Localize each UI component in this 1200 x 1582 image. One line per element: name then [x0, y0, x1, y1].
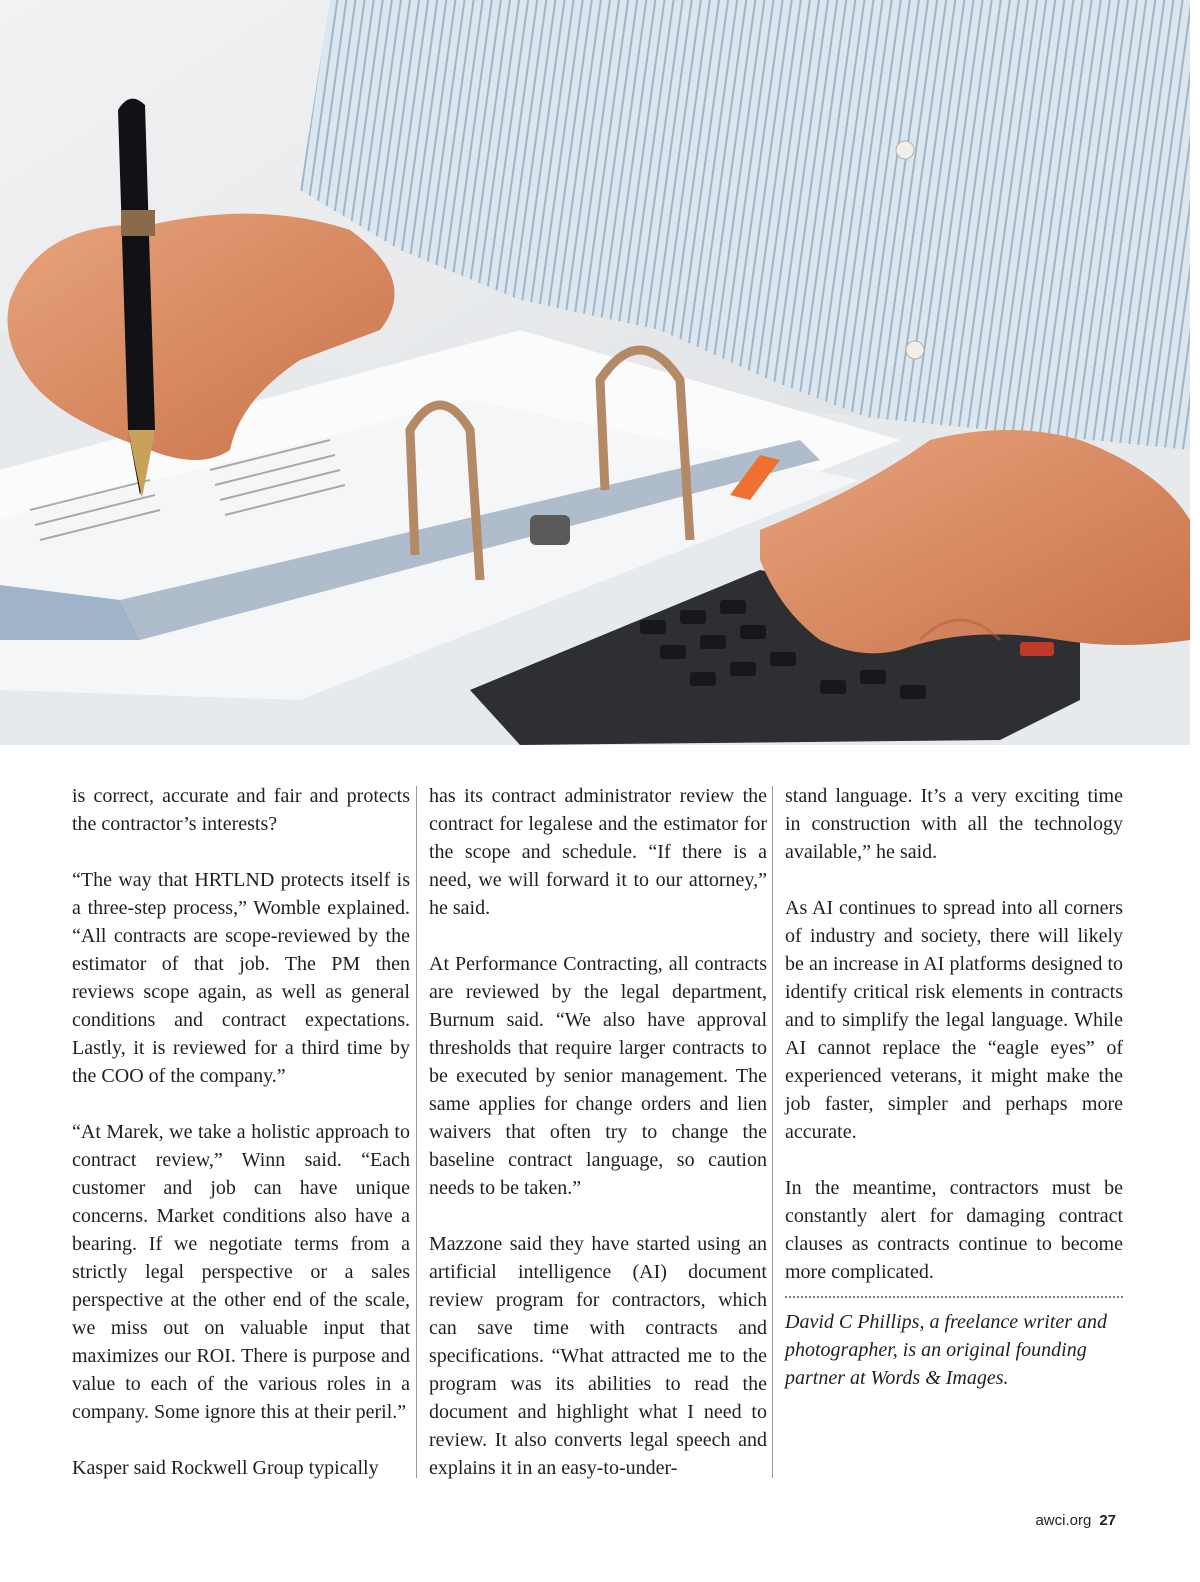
paragraph: has its contract administrator review the contract for legalese and the estimator for the scope and schedule. “If there is a need, we will forward it to our attorney,” he said.	[429, 785, 767, 919]
paragraph: Kasper said Rockwell Group typically	[72, 1457, 379, 1479]
column-divider	[416, 786, 417, 1478]
page-footer	[1035, 1512, 1116, 1529]
paragraph: “At Marek, we take a holistic approach to contract review,” Winn said. “Each customer and job can have unique concerns. Market conditions also have a bearing. If we negotiate terms from a strictly legal perspective or a sales perspective at the other end of the scale, we miss out on valuable input that maximizes our ROI. There is purpose and value to each of the various roles in a company. Some ignore this at their peril.”	[72, 1121, 410, 1423]
photo-hands-contract-calculator-icon	[0, 0, 1190, 745]
paragraph: At Performance Contracting, all contracts are reviewed by the legal department, Burnum said. “We also have approval thresholds that require larger contracts to be executed by senior management. The same applies for change orders and lien waivers that often try to change the baseline contract language, so caution needs to be taken.”	[429, 953, 767, 1199]
paragraph: In the meantime, contractors must be constantly alert for damaging contract clauses as contracts continue to become more complicated.	[785, 1177, 1123, 1283]
hero-photo	[0, 0, 1190, 745]
paragraph: is correct, accurate and fair and protects the contractor’s interests?	[72, 785, 410, 835]
bio-divider	[785, 1296, 1123, 1298]
paragraph: As AI continues to spread into all corners of industry and society, there will likely be an increase in AI platforms designed to identify critical risk elements in contracts and to simplify the legal language. While AI cannot replace the “eagle eyes” of experienced veterans, it might make the job faster, simpler and perhaps more accurate.	[785, 897, 1123, 1143]
author-bio: David C Phillips, a freelance writer and photographer, is an original founding partner at Words & Images.	[785, 1311, 1108, 1389]
page-number: 27	[1099, 1512, 1116, 1529]
article-column-1	[72, 782, 410, 1482]
paragraph: Mazzone said they have started using an artificial intelligence (AI) document review program for contractors, which can save time with contracts and specifications. “What attracted me to the program was its abilities to read the document and highlight what I need to review. It also converts legal speech and explains it in an easy-to-under-	[429, 1233, 767, 1479]
paragraph: stand language. It’s a very exciting time in construction with all the technology available,” he said.	[785, 785, 1123, 863]
paragraph: “The way that HRTLND protects itself is a three-step process,” Womble explained. “All contracts are scope-reviewed by the estimator of that job. The PM then reviews scope again, as well as general conditions and contract expectations. Lastly, it is reviewed for a third time by the COO of the company.”	[72, 869, 410, 1087]
site-url: awci.org	[1035, 1512, 1092, 1529]
article-column-3	[785, 782, 1123, 1420]
column-divider	[772, 786, 773, 1478]
article-column-2	[429, 782, 767, 1482]
